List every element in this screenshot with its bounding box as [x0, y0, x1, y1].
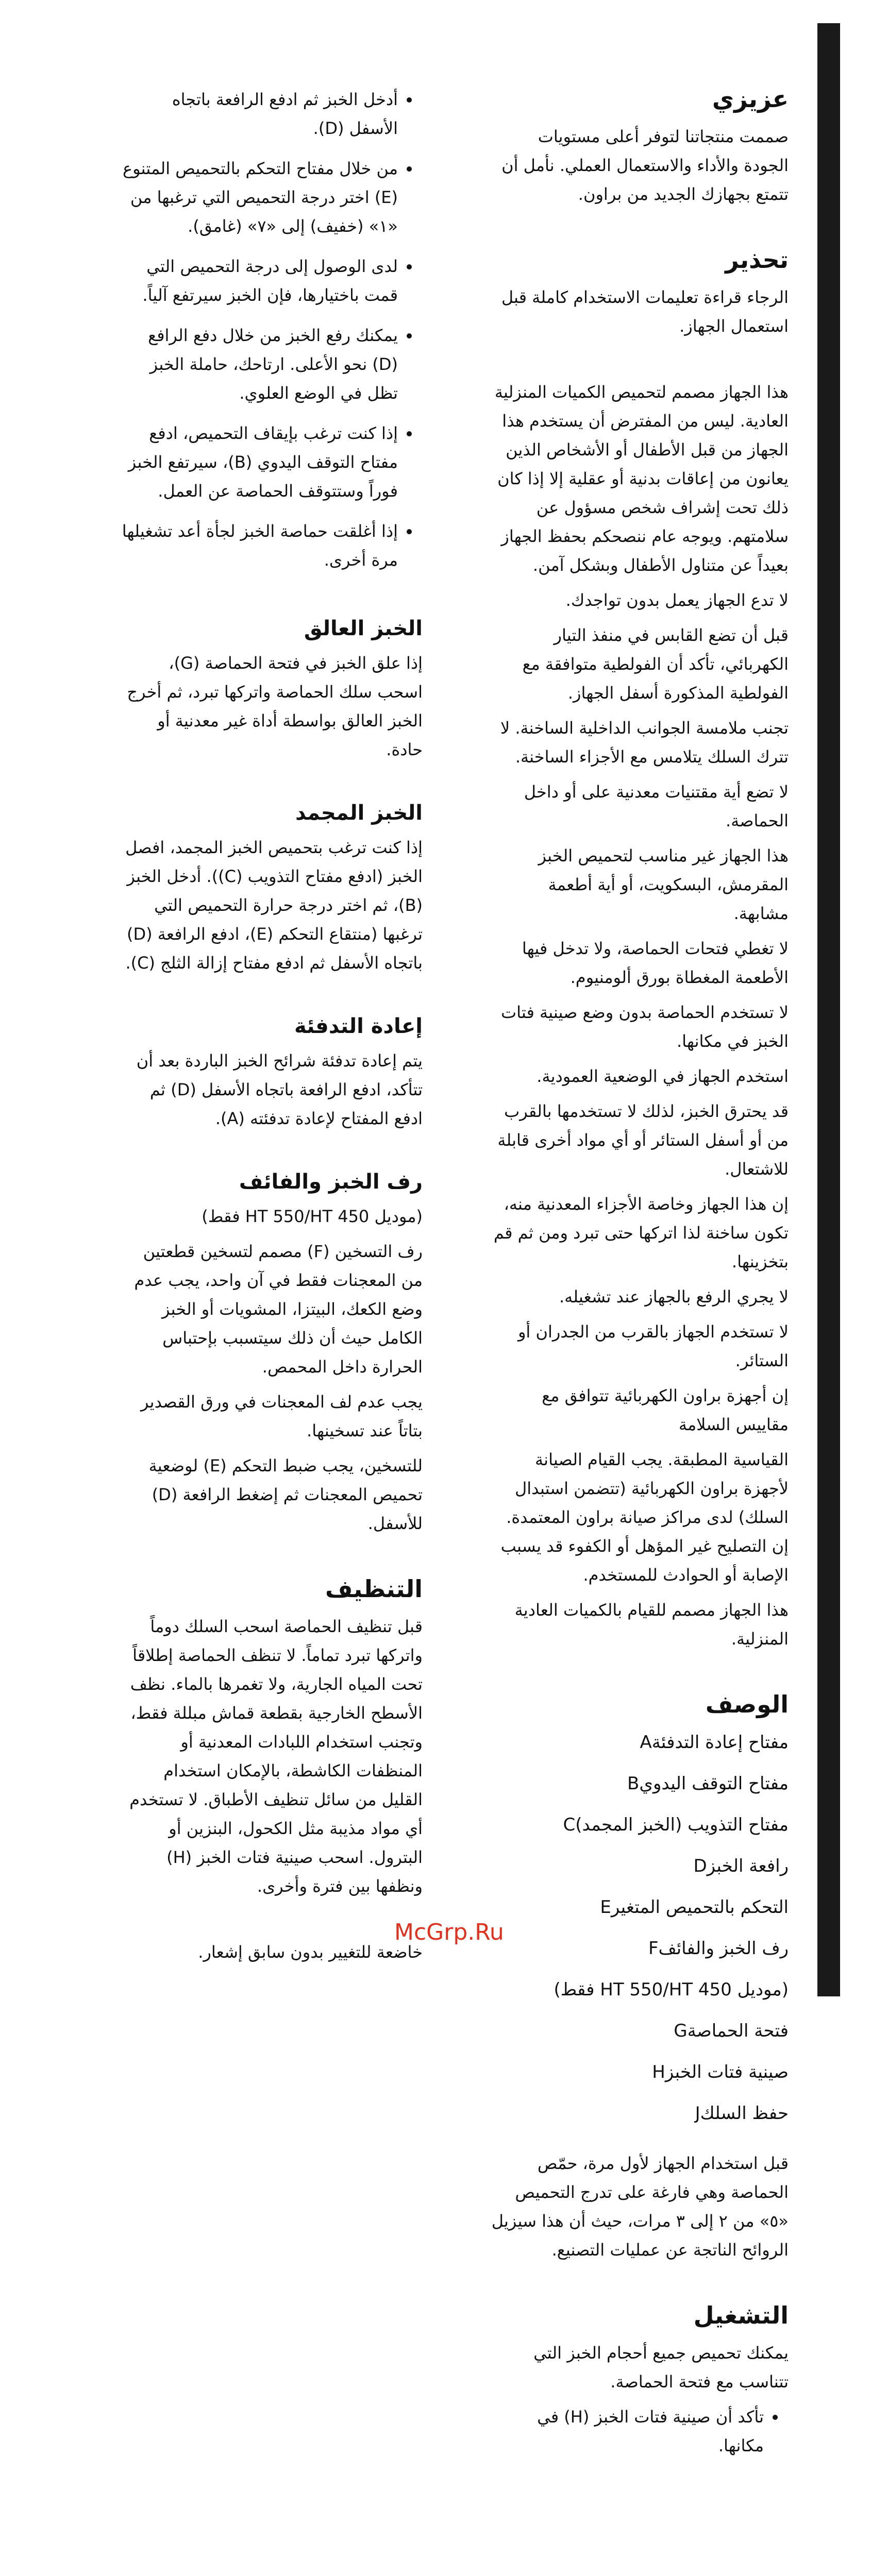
safety-paragraph: هذا الجهاز مصمم للقيام بالكميات العادية المنزلية.: [514, 1600, 789, 1649]
list-item: مفتاح التذويب (الخبز المجمد) C: [563, 1815, 789, 1835]
rack-paragraph: رف التسخين (F) مصمم لتسخين قطعتين من المعجنات فقط في آن واحد، يجب عدم وضع الكعك، البيتزا، المشويات أو الخبز الكامل حيث أن ذلك سيتسبب بإحتباس الحرارة داخل المحمص.: [134, 1242, 423, 1377]
list-item: رف الخبز والفائف F: [648, 1938, 789, 1959]
rack-paragraph: يجب عدم لف المعجنات في ورق القصدير بتاتاً عند تسخينها.: [141, 1392, 423, 1440]
intro-text: صممت منتجاتنا لتوفر أعلى مستويات الجودة والأداء والاستعمال العملي. نأمل أن تتمتع بجهازك الجديد من براون.: [501, 127, 789, 204]
operation-text: يمكنك تحميص جميع أحجام الخبز التي تتناسب مع فتحة الحماصة.: [533, 2343, 789, 2392]
list-item: مفتاح التوقف اليدوي B: [627, 1773, 789, 1794]
safety-paragraph: استخدم الجهاز في الوضعية العمودية.: [537, 1066, 789, 1086]
intro-title: عزيزي: [712, 85, 789, 113]
safety-paragraph: القياسية المطبقة. يجب القيام الصيانة لأجهزة براون الكهربائية (تتضمن استبدال السلك) لدى مراكز صيانة براون المعتمدة. إن التصليح غير المؤهل أو الكفوء قد يسبب الإصابة أو الحوادث للمستخدم.: [500, 1450, 789, 1585]
page-edge-tab: [817, 23, 840, 1996]
safety-paragraph: لا تستخدم الجهاز بالقرب من الجدران أو الستائر.: [517, 1322, 789, 1370]
operation-steps-list: [119, 85, 423, 574]
reheat-text: يتم إعادة تدفئة شرائح الخبز الباردة بعد أن تتأكد، ادفع الرافعة باتجاه الأسفل (D) ثم ادفع المفتاح لإعادة تدفئته (A).: [136, 1051, 423, 1128]
description-title: الوصف: [705, 1690, 789, 1718]
list-item: (موديل HT 550/HT 450 فقط): [554, 1979, 789, 2000]
subject-to-change: خاضعة للتغيير بدون سابق إشعار.: [198, 1942, 423, 1962]
list-item: • لدى الوصول إلى درجة التحميص التي قمت باختيارها، فإن الخبز سيرتفع آلياً.: [119, 252, 398, 310]
safety-paragraph: لا يجري الرفع بالجهاز عند تشغيله.: [559, 1287, 789, 1307]
list-item: رافعة الخبز D: [693, 1856, 789, 1876]
stuck-title: الخبز العالق: [304, 617, 423, 640]
left-column: [119, 85, 423, 1973]
rack-subtitle: (موديل HT 550/HT 450 فقط): [202, 1207, 423, 1226]
frozen-title: الخبز المجمد: [295, 801, 423, 825]
safety-paragraph: لا تستخدم الحماصة بدون وضع صينية فتات الخبز في مكانها.: [501, 1003, 789, 1051]
list-item: مفتاح إعادة التدفئة A: [640, 1732, 789, 1753]
safety-paragraph: هذا الجهاز غير مناسب لتحميص الخبز المقرمش، البسكويت، أو أية أطعمة مشابهة.: [538, 846, 789, 923]
stuck-text: إذا علق الخبز في فتحة الحماصة (G)، اسحب سلك الحماصة واتركها تبرد، ثم أخرج الخبز العالق بواسطة أداة غير معدنية أو حادة.: [127, 653, 423, 759]
safety-paragraph: لا تغطي فتحات الحماصة، ولا تدخل فيها الأطعمة المغطاة بورق ألومنيوم.: [522, 939, 789, 987]
warning-title: تحذير: [725, 246, 789, 274]
safety-section: [490, 378, 789, 1653]
operation-list: [490, 2402, 789, 2460]
safety-paragraph: لا تدع الجهاز يعمل بدون تواجدك.: [565, 590, 789, 610]
description-list: [490, 1727, 789, 2128]
list-item: • تأكد أن صينية فتات الخبز (H) في مكانها.: [490, 2402, 764, 2460]
safety-paragraph: لا تضع أية مقتنيات معدنية على أو داخل الحماصة.: [524, 782, 789, 831]
list-item: • إذا أغلقت حماصة الخبز لجأة أعد تشغيلها مرة أخرى.: [119, 517, 398, 574]
cleaning-title: التنظيف: [325, 1575, 423, 1603]
safety-paragraph: قبل أن تضع القابس في منفذ التيار الكهربائي، تأكد أن الفولطية متوافقة مع الفولطية المذكورة أسفل الجهاز.: [522, 625, 789, 703]
list-item: • يمكنك رفع الخبز من خلال دفع الرافع (D) نحو الأعلى. ارتاحك، حاملة الخبز تظل في الوضع العلوي.: [119, 321, 398, 408]
list-item: التحكم بالتحميص المتغير E: [600, 1897, 789, 1918]
safety-paragraph: إن هذا الجهاز وخاصة الأجزاء المعدنية منه، تكون ساخنة لذا اتركها حتى تبرد ومن ثم قم بتخزينها.: [493, 1194, 789, 1272]
cleaning-text: قبل تنظيف الحماصة اسحب السلك دوماً واتركها تبرد تماماً. لا تنظف الحماصة إطلاقاً تحت المياه الجارية، ولا تغمرها بالماء. نظف الأسطح الخارجية بقطعة قماش مبللة فقط، وتجنب استخدام اللبادات المعدنية أو المنظفات الكاشطة، بالإمكان استخدام القليل من سائل تنظيف الأطباق. لا تستخدم أي مواد مذيبة مثل الكحول، البنزين أو البترول. اسحب صينية فتات الخبز (H) ونظفها بين فترة وأخرى.: [129, 1617, 423, 1896]
list-item: • أدخل الخبز ثم ادفع الرافعة باتجاه الأسفل (D).: [119, 85, 398, 143]
operation-title: التشغيل: [693, 2301, 789, 2329]
list-item: • من خلال مفتاح التحكم بالتحميص المتنوع (E) اختر درجة التحميص التي ترغبها من «١» (خفيف) إلى «٧» (غامق).: [119, 154, 398, 241]
right-column: [490, 85, 789, 2471]
frozen-text: إذا كنت ترغب بتحميص الخبز المجمد، افصل الخبز (ادفع مفتاح التذويب (C)). أدخل الخبز (B)، ثم اختر درجة حرارة التحميص التي ترغبها (منتقاع التحكم (E)، ادفع الرافعة (D) باتجاه الأسفل ثم ادفع مفتاح إزالة الثلج (C).: [125, 838, 423, 973]
safety-paragraph: قد يحترق الخبز، لذلك لا تستخدمها بالقرب من أو أسفل الستائر أو أي مواد أخرى قابلة للاشتعال.: [497, 1101, 789, 1179]
safety-paragraph: إن أجهزة براون الكهربائية تتوافق مع مقاييس السلامة: [542, 1386, 789, 1434]
rack-title: رف الخبز والفائف: [239, 1170, 423, 1194]
watermark-text: McGrp.Ru: [394, 1919, 504, 1945]
reheat-title: إعادة التدفئة: [294, 1014, 423, 1038]
safety-paragraph: هذا الجهاز مصمم لتحميص الكميات المنزلية العادية. ليس من المفترض أن يستخدم هذا الجهاز من قبل الأطفال أو الأشخاص الذين يعانون من إعاقات بدنية أو عقلية إلا إذا كان ذلك تحت إشراف شخص مسؤول عن سلامتهم. ويوجه عام ننصحكم بحفظ الجهاز بعيداً عن متناول الأطفال وبشكل آمن.: [494, 382, 789, 575]
list-item: فتحة الحماصة G: [674, 2021, 789, 2041]
first-use-text: قبل استخدام الجهاز لأول مرة، حمّص الحماصة وهي فارغة على تدرج التحميص «٥» من ٢ إلى ٣ مرات، حيث أن هذا سيزيل الروائح الناتجة عن عمليات التصنيع.: [491, 2154, 789, 2260]
list-item: صينية فتات الخبز H: [652, 2062, 789, 2082]
safety-paragraph: تجنب ملامسة الجوانب الداخلية الساخنة. لا تترك السلك يتلامس مع الأجزاء الساخنة.: [500, 718, 789, 767]
list-item: حفظ السلك J: [695, 2103, 789, 2124]
rack-paragraph: للتسخين، يجب ضبط التحكم (E) لوضعية تحميص المعجنات ثم إضغط الرافعة (D) للأسفل.: [148, 1456, 423, 1533]
warning-text: الرجاء قراءة تعليمات الاستخدام كاملة قبل استعمال الجهاز.: [501, 287, 789, 336]
list-item: • إذا كنت ترغب بإيقاف التحميص، ادفع مفتاح التوقف اليدوي (B)، سيرتفع الخبز فوراً وستتوقف الحماصة عن العمل.: [119, 419, 398, 505]
